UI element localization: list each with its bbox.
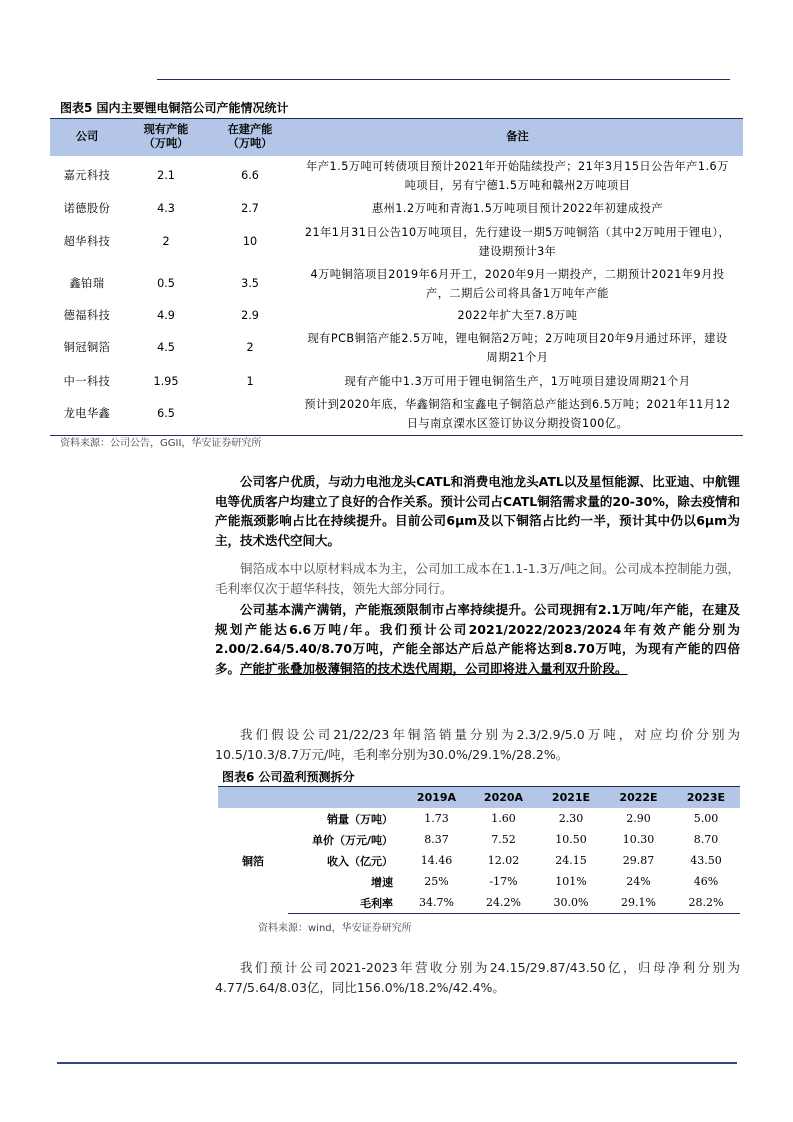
cell-building: 2.9 — [241, 308, 259, 322]
cell-current: 4.9 — [157, 308, 175, 322]
cell-current: 2 — [162, 234, 170, 248]
cell-building: 2.7 — [241, 201, 259, 215]
paragraph-forecast: 我们预计公司2021-2023年营收分别为24.15/29.87/43.50亿，归母净利分别为4.77/5.64/8.03亿，同比156.0%/18.2%/42.4%。 — [215, 960, 740, 995]
col-company: 公司 — [50, 119, 124, 156]
cell-company: 诺德股份 — [63, 201, 111, 215]
capacity-text: 公司基本满产满销，产能瓶颈限制市占率持续提升。公司现拥有2.1万吨/年产能，在建及规划产能达6.6万吨/年。我们预计公司2021/2022/2023/2024年有效产能分别为2.00/2.64/5.40/8.70万吨，产能全部达产后总产能将达到8.70万吨，为现有产能的四倍多。 — [215, 602, 740, 676]
cell-value: 24.15 — [555, 854, 587, 867]
cell-value: 5.00 — [693, 812, 719, 825]
row-label: 销量（万吨） — [327, 812, 393, 826]
cell-company: 铜冠铜箔 — [63, 341, 111, 354]
cell-value: 8.70 — [693, 833, 719, 846]
cell-note: 现有产能中1.3万可用于锂电铜箔生产，1万吨项目建设周期21个月 — [344, 375, 691, 388]
table-row — [50, 156, 743, 197]
cell-value: 29.87 — [622, 854, 655, 867]
row-label: 收入（亿元） — [327, 854, 393, 868]
cell-company: 德福科技 — [63, 308, 111, 322]
col-year: 2023E — [672, 787, 740, 809]
cell-value: 2.30 — [558, 812, 584, 825]
cell-note: 21年1月31日公告10万吨项目，先行建设一期5万吨铜箔（其中2万吨用于锂电），建设期预计3年 — [304, 225, 731, 258]
cell-value: 29.1% — [605, 892, 672, 914]
cell-note: 4万吨铜箔项目2019年6月开工，2020年9月一期投产，二期预计2021年9月投产，二期后公司将具备1万吨年产能 — [310, 267, 725, 300]
cell-value: 14.46 — [420, 854, 453, 867]
col-year: 2021E — [537, 787, 605, 809]
capacity-highlight: 产能扩张叠加极薄铜箔的技术迭代周期，公司即将进入量利双升阶段。 — [240, 660, 628, 676]
row-label: 毛利率 — [288, 892, 403, 914]
cell-building: 2 — [246, 341, 254, 354]
cell-value: 46% — [693, 875, 719, 888]
cell-building — [208, 394, 292, 436]
table5-source: 资料来源：公司公告，GGII，华安证券研究所 — [60, 438, 262, 449]
capacity-table-header — [50, 119, 743, 156]
row-label: 增速 — [371, 875, 393, 889]
cell-value: 7.52 — [491, 833, 516, 846]
cell-company: 嘉元科技 — [63, 169, 111, 182]
table-row — [50, 263, 743, 305]
forecast-table-header — [218, 787, 740, 809]
table-row — [50, 327, 743, 370]
cell-value: 24% — [626, 875, 651, 888]
col-building-capacity — [208, 119, 292, 156]
cell-company: 鑫铂瑞 — [69, 276, 105, 290]
cell-current: 1.95 — [153, 374, 179, 388]
cell-value: 1.60 — [491, 812, 516, 825]
cell-value: 10.30 — [622, 833, 655, 846]
cell-current: 2.1 — [157, 169, 175, 182]
table-row — [218, 850, 740, 871]
table6-source: 资料来源：wind，华安证券研究所 — [258, 923, 412, 934]
cell-value: 25% — [424, 875, 449, 888]
cell-current: 4.3 — [157, 201, 175, 215]
table5-title: 图表5 国内主要锂电铜箔公司产能情况统计 — [60, 101, 289, 115]
cell-building: 3.5 — [241, 276, 259, 290]
col-current-line1: 现有产能 — [143, 123, 189, 137]
cell-note: 惠州1.2万吨和青海1.5万吨项目预计2022年初建成投产 — [371, 202, 664, 215]
col-current-capacity — [124, 119, 208, 156]
col-year: 2022E — [605, 787, 672, 809]
paragraph-capacity — [215, 600, 740, 678]
paragraph-assumption: 我们假设公司21/22/23年铜箔销量分别为2.3/2.9/5.0万吨，对应均价分别为10.5/10.3/8.7万元/吨，毛利率分别为30.0%/29.1%/28.2%。 — [215, 727, 740, 762]
header-rule — [157, 79, 730, 80]
cell-value: -17% — [489, 875, 518, 888]
cell-value: 101% — [555, 875, 587, 888]
cell-company: 中一科技 — [63, 374, 111, 388]
table-row — [218, 829, 740, 850]
table-row — [50, 221, 743, 263]
cell-value: 10.50 — [555, 833, 587, 846]
table6-title: 图表6 公司盈利预测拆分 — [222, 770, 355, 784]
cell-note: 预计到2020年底，华鑫铜箔和宝鑫电子铜箔总产能达到6.5万吨；2021年11月12日与南京溧水区签订协议分期投资100亿。 — [292, 394, 743, 436]
table-row — [218, 871, 740, 892]
col-current-line2: （万吨） — [143, 137, 189, 151]
cell-value: 8.37 — [424, 833, 449, 846]
cell-current: 0.5 — [157, 276, 175, 290]
cell-note: 2022年扩大至7.8万吨 — [457, 309, 578, 322]
paragraph-customers: 公司客户优质，与动力电池龙头CATL和消费电池龙头ATL以及星恒能源、比亚迪、中航锂电等优质客户均建立了良好的合作关系。预计公司占CATL铜箔需求量的20-30%，除去疫情和产能瓶颈影响占比在持续提升。目前公司6μm及以下铜箔占比约一半，预计其中仍以6μm为主，技术迭代空间大。 — [215, 474, 740, 548]
cell-company: 超华科技 — [63, 234, 111, 248]
cell-value: 43.50 — [690, 854, 722, 867]
header-corner — [218, 787, 403, 809]
forecast-table — [218, 786, 740, 914]
footer-rule — [57, 1062, 737, 1064]
cell-note: 年产1.5万吨可转债项目预计2021年开始陆续投产；21年3月15日公告年产1.6万吨项目，另有宁德1.5万吨和赣州2万吨项目 — [306, 160, 729, 192]
cell-building: 10 — [242, 234, 258, 248]
col-building-line2: （万吨） — [227, 137, 273, 151]
cell-value: 12.02 — [487, 854, 520, 867]
cell-company: 龙电华鑫 — [50, 394, 124, 436]
table-row — [50, 370, 743, 394]
cell-value: 2.90 — [626, 812, 651, 825]
cell-building: 1 — [246, 374, 254, 388]
cell-building: 6.6 — [241, 169, 259, 182]
cell-value: 30.0% — [537, 892, 605, 914]
table-row — [50, 197, 743, 221]
table-row — [218, 892, 740, 914]
col-building-line1: 在建产能 — [227, 123, 273, 137]
table-row — [218, 808, 740, 829]
cell-value: 1.73 — [424, 812, 449, 825]
cell-current: 6.5 — [124, 394, 208, 436]
cell-value: 24.2% — [470, 892, 537, 914]
row-label: 单价（万元/吨） — [311, 833, 393, 847]
cell-current: 4.5 — [157, 341, 175, 354]
paragraph-cost: 铜箔成本中以原材料成本为主，公司加工成本在1.1-1.3万/吨之间。公司成本控制能力强，毛利率仅次于超华科技，领先大部分同行。 — [215, 561, 740, 596]
cell-value: 34.7% — [403, 892, 470, 914]
table-row — [50, 394, 743, 436]
table-row — [50, 305, 743, 327]
cell-value: 28.2% — [672, 892, 740, 914]
col-year: 2020A — [470, 787, 537, 809]
group-label: 铜箔 — [242, 854, 264, 868]
col-note: 备注 — [292, 119, 743, 156]
capacity-table — [50, 118, 743, 436]
cell-note: 现有PCB铜箔产能2.5万吨，锂电铜箔2万吨；2万吨项目20年9月通过环评，建设周期21个月 — [307, 332, 728, 364]
col-year: 2019A — [403, 787, 470, 809]
